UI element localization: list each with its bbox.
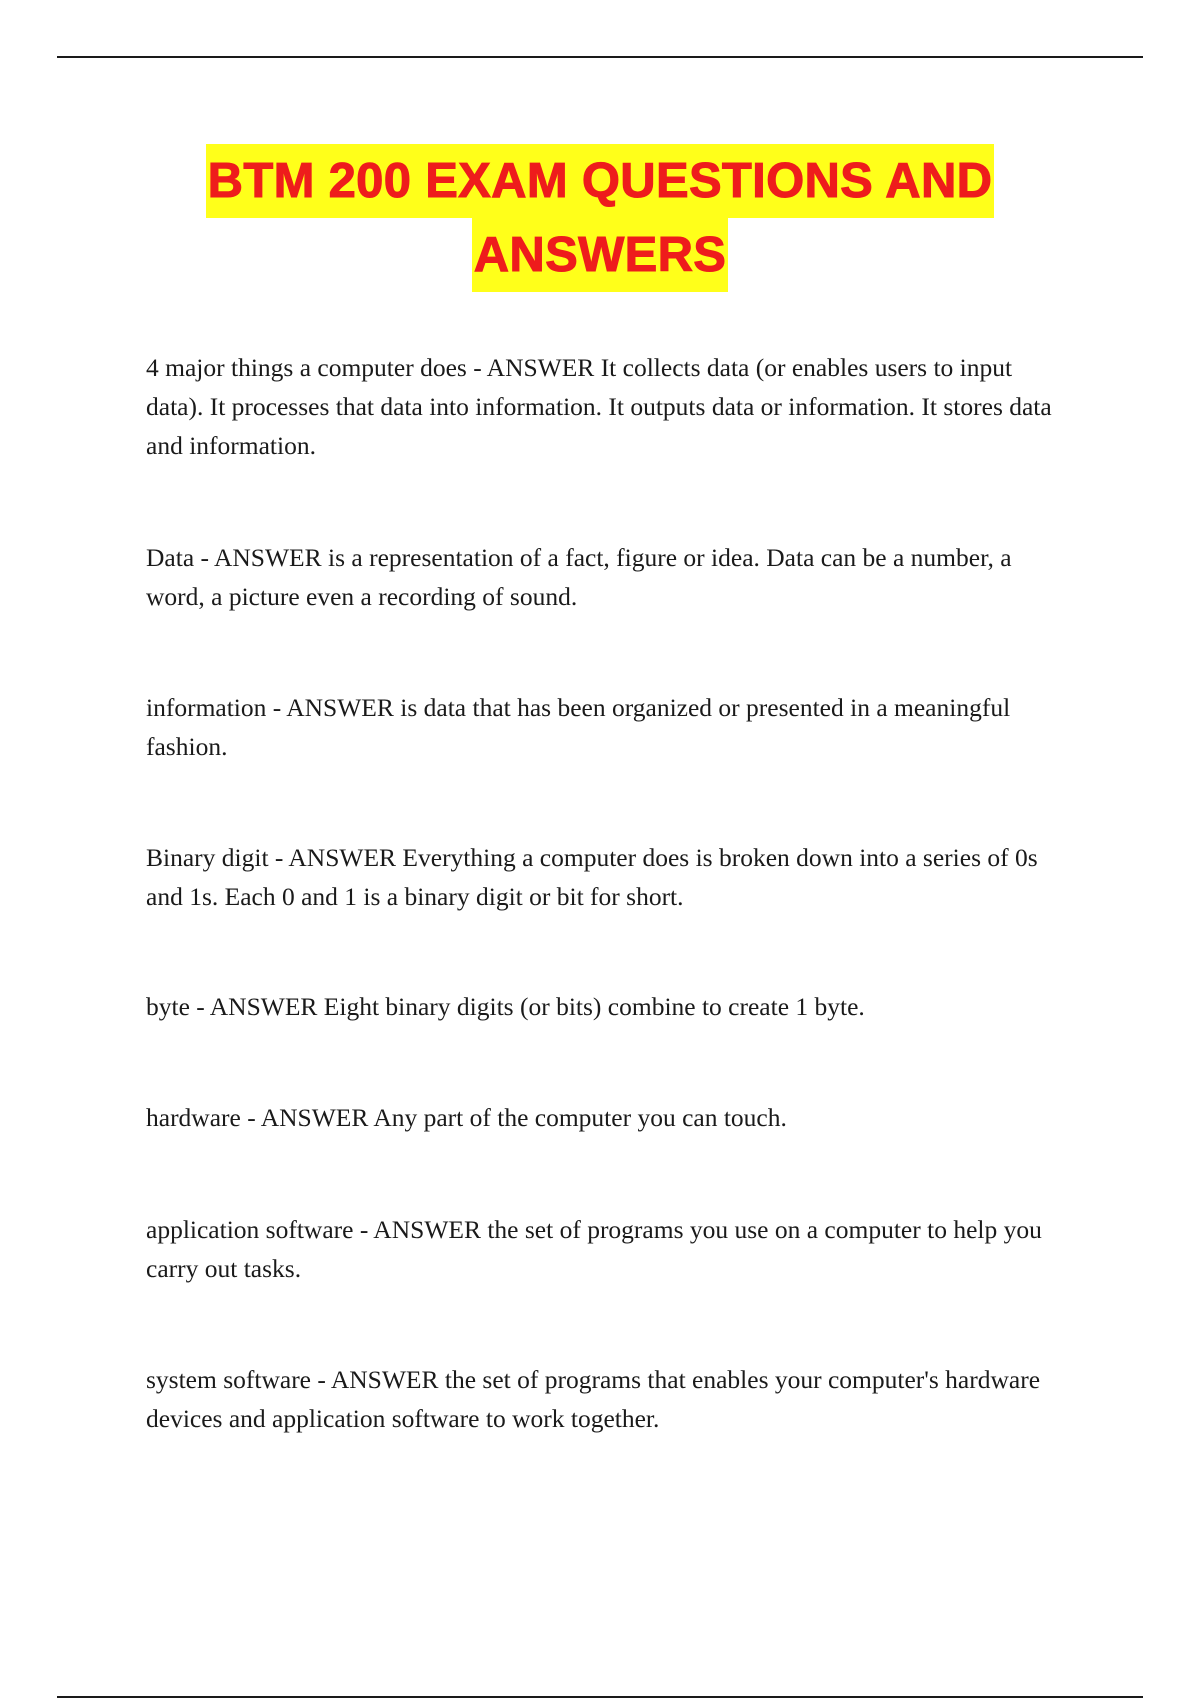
qa-answer: Any part of the computer you can touch. [373,1103,787,1132]
title-line-1: BTM 200 EXAM QUESTIONS AND [206,144,995,218]
top-rule [57,56,1143,58]
qa-separator: - ANSWER [194,543,329,572]
qa-term: byte [146,992,190,1021]
qa-term: hardware [146,1103,241,1132]
bottom-rule [57,1696,1143,1698]
qa-separator: - ANSWER [353,1215,488,1244]
qa-item [146,348,1066,465]
qa-answer: Everything a computer does is broken down into a series of 0s and 1s. Each 0 and 1 is a binary digit or bit for short. [146,843,1038,911]
qa-item [146,987,1066,1026]
qa-answer: It collects data (or enables users to input data). It processes that data into information. It outputs data or information. It stores data and information. [146,353,1052,460]
qa-item [146,1210,1066,1288]
qa-answer: the set of programs you use on a computer to help you carry out tasks. [146,1215,1042,1283]
qa-answer: is data that has been organized or presented in a meaningful fashion. [146,693,1011,761]
qa-item [146,688,1066,766]
document-title [0,144,1200,292]
qa-item [146,838,1066,916]
qa-item [146,1360,1066,1438]
qa-separator: - ANSWER [268,843,403,872]
qa-term: Data [146,543,195,572]
qa-answer: Eight binary digits (or bits) combine to create 1 byte. [323,992,865,1021]
qa-separator: - ANSWER [240,1103,374,1132]
qa-item [146,1098,1066,1137]
qa-separator: - ANSWER [466,353,601,382]
qa-term: Binary digit [146,843,269,872]
qa-answer: the set of programs that enables your computer's hardware devices and application software to work together. [146,1365,1041,1433]
title-line-2: ANSWERS [472,218,729,292]
qa-term: application software [146,1215,354,1244]
qa-term: information [146,693,267,722]
qa-separator: - ANSWER [311,1365,445,1394]
qa-item [146,538,1066,616]
qa-separator: - ANSWER [189,992,324,1021]
qa-term: 4 major things a computer does [146,353,467,382]
qa-term: system software [146,1365,312,1394]
qa-answer: is a representation of a fact, figure or idea. Data can be a number, a word, a picture even a recording of sound. [146,543,1012,611]
qa-separator: - ANSWER [266,693,401,722]
